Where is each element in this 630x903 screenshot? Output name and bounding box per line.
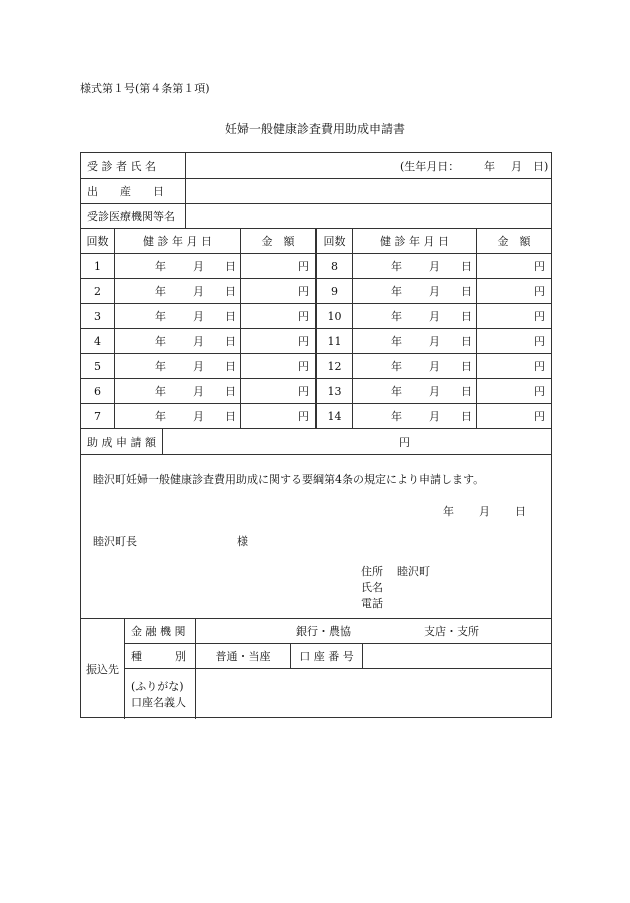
visit-date-field[interactable] [115, 304, 241, 328]
year-unit: 年 [155, 260, 166, 273]
visit-row [81, 254, 551, 279]
yen-unit: 円 [534, 385, 545, 398]
day-unit: 日 [461, 385, 472, 398]
account-holder-row [125, 669, 551, 719]
yen-unit: 円 [298, 410, 309, 423]
day-unit: 日 [225, 335, 236, 348]
month-unit: 月 [429, 310, 440, 323]
year-unit: 年 [391, 360, 402, 373]
institution-label: 受診医療機関等名 [81, 204, 186, 228]
yen-unit: 円 [534, 335, 545, 348]
yen-unit: 円 [298, 360, 309, 373]
visit-amount-field[interactable] [241, 279, 317, 303]
visit-number: 6 [81, 379, 115, 403]
day-unit: 日 [225, 260, 236, 273]
month-unit: 月 [193, 260, 204, 273]
addressee: 睦沢町長 [93, 535, 137, 548]
app-year-unit: 年 [443, 505, 454, 518]
visit-amount-field[interactable] [241, 254, 317, 278]
visit-number: 8 [317, 254, 353, 278]
month-unit: 月 [429, 260, 440, 273]
visit-amount-field[interactable] [241, 329, 317, 353]
address-label: 住所 [361, 565, 383, 578]
visit-date-field[interactable] [353, 354, 477, 378]
bank-type-text: 銀行・農協 [296, 625, 351, 638]
yen-unit: 円 [534, 285, 545, 298]
visit-date-field[interactable] [353, 329, 477, 353]
institution-row [81, 204, 551, 229]
visit-amount-field[interactable] [241, 404, 317, 428]
financial-institution-row [125, 619, 551, 644]
furigana-label: (ふりがな) [131, 680, 184, 693]
yen-unit: 円 [298, 310, 309, 323]
year-unit: 年 [391, 335, 402, 348]
app-day-unit: 日 [515, 505, 526, 518]
month-unit: 月 [429, 360, 440, 373]
institution-name-label: 金 融 機 関 [125, 619, 196, 643]
visits-header-row [81, 229, 551, 254]
subsidy-row [81, 429, 551, 455]
day-unit: 日 [225, 310, 236, 323]
day-unit: 日 [461, 410, 472, 423]
month-unit: 月 [429, 410, 440, 423]
month-unit: 月 [193, 310, 204, 323]
visit-number: 1 [81, 254, 115, 278]
account-holder-label: 口座名義人 [131, 696, 186, 709]
day-unit: 日 [225, 385, 236, 398]
visit-amount-field[interactable] [241, 379, 317, 403]
year-unit: 年 [155, 410, 166, 423]
visit-date-field[interactable] [115, 379, 241, 403]
year-unit: 年 [391, 410, 402, 423]
phone-label: 電話 [361, 597, 383, 610]
birth-year-unit: 年 [484, 159, 495, 173]
year-unit: 年 [155, 310, 166, 323]
visit-number: 12 [317, 354, 353, 378]
subsidy-amount-field[interactable] [163, 429, 551, 454]
address-value: 睦沢町 [397, 565, 430, 578]
visit-number: 2 [81, 279, 115, 303]
account-holder-field[interactable] [196, 669, 551, 719]
patient-name-row [81, 153, 551, 179]
account-type-options[interactable]: 普通・当座 [196, 644, 291, 668]
day-unit: 日 [461, 310, 472, 323]
date-header: 健 診 年 月 日 [353, 229, 477, 253]
visit-amount-field[interactable] [241, 354, 317, 378]
month-unit: 月 [429, 335, 440, 348]
day-unit: 日 [225, 410, 236, 423]
financial-institution-field[interactable] [196, 619, 551, 643]
visit-row [81, 329, 551, 354]
count-header: 回数 [317, 229, 353, 253]
branch-type-text: 支店・支所 [424, 625, 479, 638]
account-number-label: 口 座 番 号 [291, 644, 363, 668]
day-unit: 日 [225, 285, 236, 298]
month-unit: 月 [193, 335, 204, 348]
visit-row [81, 379, 551, 404]
delivery-date-field[interactable] [186, 179, 551, 203]
transfer-label: 振込先 [81, 619, 125, 719]
year-unit: 年 [155, 335, 166, 348]
month-unit: 月 [193, 385, 204, 398]
account-number-field[interactable] [363, 644, 551, 668]
subsidy-label: 助 成 申 請 額 [81, 429, 163, 454]
day-unit: 日 [225, 360, 236, 373]
visit-row [81, 279, 551, 304]
visit-row [81, 404, 551, 429]
page-title: 妊婦一般健康診査費用助成申請書 [224, 122, 405, 136]
visit-date-field[interactable] [353, 304, 477, 328]
patient-name-label: 受 診 者 氏 名 [81, 153, 186, 178]
yen-unit: 円 [534, 410, 545, 423]
visit-date-field[interactable] [115, 404, 241, 428]
application-form [80, 152, 552, 718]
count-header: 回数 [81, 229, 115, 253]
date-header: 健 診 年 月 日 [115, 229, 241, 253]
app-month-unit: 月 [479, 505, 490, 518]
birth-month-unit: 月 [511, 159, 522, 173]
visit-number: 5 [81, 354, 115, 378]
application-block [81, 455, 551, 619]
account-type-label: 種 別 [125, 644, 196, 668]
visit-number: 13 [317, 379, 353, 403]
institution-field[interactable] [186, 204, 551, 228]
visit-date-field[interactable] [353, 404, 477, 428]
visit-amount-field[interactable] [477, 404, 551, 428]
day-unit: 日 [461, 335, 472, 348]
account-type-row [125, 644, 551, 669]
visit-amount-field[interactable] [477, 304, 551, 328]
visit-amount-field[interactable] [477, 354, 551, 378]
yen-unit: 円 [534, 310, 545, 323]
amount-header: 金 額 [241, 229, 317, 253]
year-unit: 年 [155, 385, 166, 398]
visit-amount-field[interactable] [477, 254, 551, 278]
amount-header: 金 額 [497, 235, 531, 248]
visit-number: 10 [317, 304, 353, 328]
year-unit: 年 [155, 285, 166, 298]
name-label: 氏名 [361, 581, 383, 594]
visit-amount-field[interactable] [477, 329, 551, 353]
year-unit: 年 [391, 310, 402, 323]
visit-number: 4 [81, 329, 115, 353]
form-number: 様式第１号(第４条第１項) [80, 82, 210, 95]
visit-amount-field[interactable] [241, 304, 317, 328]
visit-date-field[interactable] [115, 254, 241, 278]
honorific: 様 [237, 535, 248, 548]
delivery-date-row [81, 179, 551, 204]
year-unit: 年 [391, 285, 402, 298]
visit-row [81, 354, 551, 379]
delivery-date-label: 出 産 日 [81, 179, 186, 203]
yen-unit: 円 [534, 360, 545, 373]
birthdate-label: (生年月日： [400, 159, 460, 173]
visit-row [81, 304, 551, 329]
yen-unit: 円 [298, 285, 309, 298]
visit-number: 14 [317, 404, 353, 428]
subsidy-yen-unit: 円 [399, 435, 410, 449]
day-unit: 日 [461, 285, 472, 298]
visit-number: 9 [317, 279, 353, 303]
application-statement: 睦沢町妊婦一般健康診査費用助成に関する要綱第4条の規定により申請します。 [93, 473, 485, 486]
visit-number: 3 [81, 304, 115, 328]
year-unit: 年 [391, 260, 402, 273]
month-unit: 月 [193, 360, 204, 373]
visit-date-field[interactable] [115, 354, 241, 378]
year-unit: 年 [155, 360, 166, 373]
birth-day-unit: 日) [533, 159, 549, 173]
month-unit: 月 [429, 285, 440, 298]
visit-amount-field[interactable] [477, 379, 551, 403]
year-unit: 年 [391, 385, 402, 398]
visit-date-field[interactable] [115, 329, 241, 353]
visit-date-field[interactable] [115, 279, 241, 303]
visit-date-field[interactable] [353, 279, 477, 303]
yen-unit: 円 [298, 385, 309, 398]
visit-date-field[interactable] [353, 379, 477, 403]
day-unit: 日 [461, 260, 472, 273]
visit-date-field[interactable] [353, 254, 477, 278]
yen-unit: 円 [298, 335, 309, 348]
month-unit: 月 [429, 385, 440, 398]
month-unit: 月 [193, 410, 204, 423]
visit-number: 7 [81, 404, 115, 428]
yen-unit: 円 [534, 260, 545, 273]
account-holder-label-cell [125, 669, 196, 719]
yen-unit: 円 [298, 260, 309, 273]
patient-name-field[interactable] [186, 153, 551, 178]
month-unit: 月 [193, 285, 204, 298]
day-unit: 日 [461, 360, 472, 373]
visit-amount-field[interactable] [477, 279, 551, 303]
visit-number: 11 [317, 329, 353, 353]
